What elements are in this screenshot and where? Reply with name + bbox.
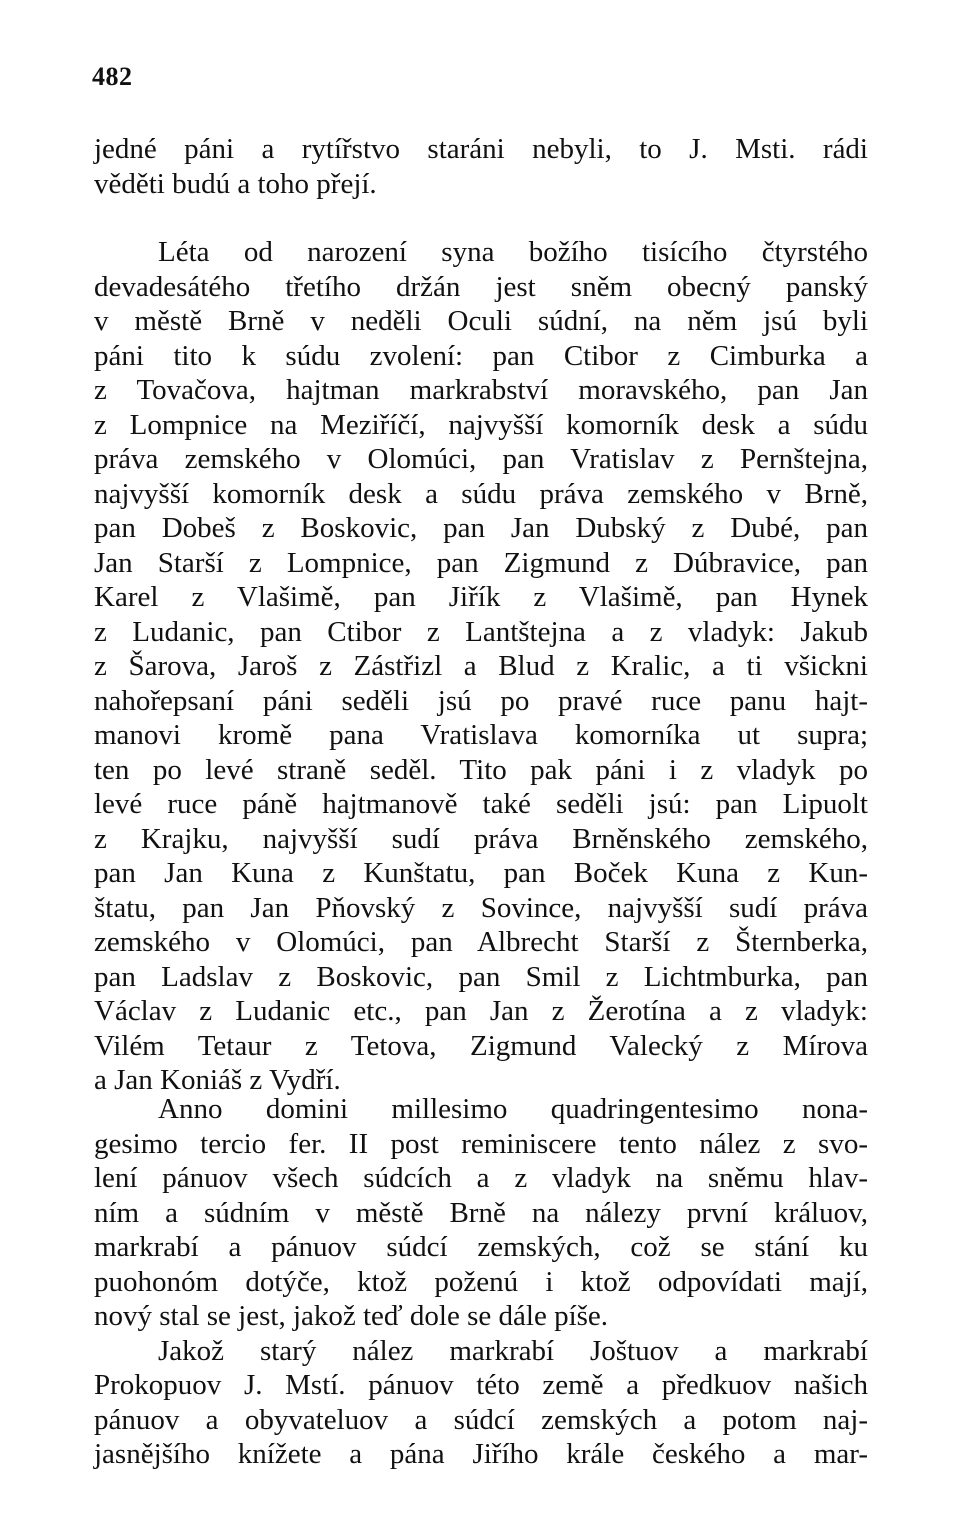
text-line: manovi kromě pana Vratislava komorníka ut supra;	[94, 719, 868, 751]
text-line: Vilém Tetaur z Tetova, Zigmund Valecký z Mírova	[94, 1029, 868, 1062]
text-line: najvyšší komorník desk a súdu práva zemského v Brně,	[94, 477, 868, 510]
text-line: gesimo tercio fer. II post reminiscere tento nález z svo-	[94, 1127, 868, 1160]
text-line: z Krajku, najvyšší sudí práva Brněnského zemského,	[94, 822, 868, 855]
text-line: v městě Brně v neděli Oculi súdní, na něm jsú byli	[94, 305, 868, 337]
text-line: z Tovačova, hajtman markrabství moravského, pan Jan	[94, 374, 868, 406]
text-line: ten po levé straně seděl. Tito pak páni i z vladyk po	[94, 753, 868, 786]
text-line: Prokopuov J. Mstí. pánuov této země a předkuov našich	[94, 1369, 868, 1401]
text-line: nahořepsaní páni seděli jsú po pravé ruce panu hajt-	[94, 684, 868, 717]
text-line: jedné páni a rytířstvo staráni nebyli, to J. Msti. rádi	[94, 133, 868, 165]
text-line: páni tito k súdu zvolení: pan Ctibor z Cimburka a	[94, 339, 868, 372]
text-line: Léta od narození syna božího tisícího čtyrstého	[158, 236, 868, 268]
text-line: nový stal se jest, jakož teď dole se dále píše.	[94, 1300, 609, 1332]
text-line: věděti budú a toho přejí.	[94, 167, 377, 200]
text-line: puohonóm dotýče, ktož poženú i ktož odpovídati mají,	[94, 1265, 868, 1298]
page-number: 482	[92, 62, 133, 91]
text-line: pan Ladslav z Boskovic, pan Smil z Lichtmburka, pan	[94, 960, 868, 993]
text-line: práva zemského v Olomúci, pan Vratislav z Pernštejna,	[94, 443, 868, 475]
text-line: z Šarova, Jaroš z Zástřizl a Blud z Kralic, a ti všickni	[94, 650, 868, 682]
paragraph-1	[94, 132, 868, 201]
text-line: z Lompnice na Meziříčí, najvyšší komorník desk a súdu	[94, 408, 868, 441]
paragraph-2	[94, 235, 868, 1098]
text-line: zemského v Olomúci, pan Albrecht Starší z Šternberka,	[94, 926, 868, 958]
text-line: jasnějšího knížete a pána Jiřího krále českého a mar-	[94, 1438, 868, 1470]
text-line: lení pánuov všech súdcích a z vladyk na sněmu hlav-	[94, 1162, 868, 1194]
text-line: Václav z Ludanic etc., pan Jan z Žerotína a z vladyk:	[94, 995, 868, 1027]
text-line: pan Jan Kuna z Kunštatu, pan Boček Kuna z Kun-	[94, 857, 868, 889]
text-line: pan Dobeš z Boskovic, pan Jan Dubský z Dubé, pan	[94, 512, 868, 544]
text-line: Anno domini millesimo quadringentesimo nona-	[158, 1093, 868, 1125]
paragraph-3	[94, 1092, 868, 1472]
text-line: Jan Starší z Lompnice, pan Zigmund z Dúbravice, pan	[94, 546, 868, 579]
text-line: štatu, pan Jan Pňovský z Sovince, najvyšší sudí práva	[94, 891, 868, 924]
text-line: z Ludanic, pan Ctibor z Lantštejna a z vladyk: Jakub	[94, 615, 868, 648]
text-line: levé ruce páně hajtmanově také seděli jsú: pan Lipuolt	[94, 788, 868, 820]
text-line: pánuov a obyvateluov a súdcí zemských a potom naj-	[94, 1403, 868, 1436]
text-line: devadesátého třetího držán jest sněm obecný panský	[94, 270, 868, 303]
text-line: Jakož starý nález markrabí Joštuov a markrabí	[158, 1334, 868, 1367]
text-line: Karel z Vlašimě, pan Jiřík z Vlašimě, pan Hynek	[94, 581, 868, 613]
text-line: markrabí a pánuov súdcí zemských, což se stání ku	[94, 1231, 868, 1263]
text-line: ním a súdním v městě Brně na nálezy první králuov,	[94, 1196, 868, 1229]
text-line: a Jan Koniáš z Vydří.	[94, 1064, 341, 1096]
